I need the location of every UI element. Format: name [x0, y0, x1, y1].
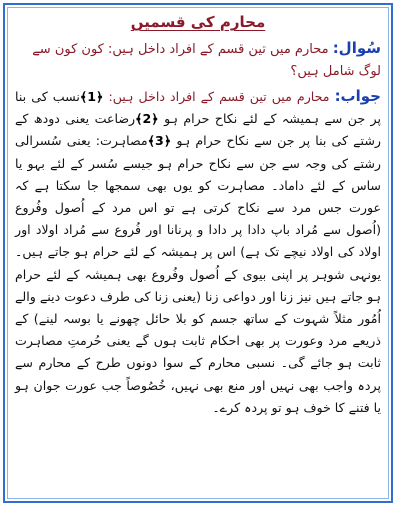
- item-text-3: مصاہرت: یعنی سُسرالی رشتے کی وجہ سے جن سے نکاح حرام ہو جیسے سُسر کے لئے بہو یا ساس کے لئے داماد۔ مصاہرت کو یوں بھی سمجھا جا سکتا ہے کہ عورت جس مرد سے نکاح کرتی ہے تو اس مرد کے اُصول وفُروع (اُصول سے مُراد باپ دادا پر دادا و پرنانا اور فُروع سے مُراد اولاد اور اولاد کی اولاد نیچے تک ہے) اس پر ہمیشہ کے لئے حرام ہو جاتے ہیں۔ یونہی شوہر پر اپنی بیوی کے اُصول وفُروع بھی ہمیشہ کے لئے حرام ہو جاتے ہیں نیز زنا اور دواعی زنا (یعنی زنا کی طرف دعوت دینے والے اُمُور مثلاً شہوت کے ساتھ جسم کو بلا حائل چھونے یا بوسہ لینے) کے ذریعے مرد وعورت پر بھی احکام ثابت ہوں گے یعنی حُرمتِ مصاہرت ثابت ہو جائے گی۔ نسبی محارم کے سوا دونوں طرح کے محارم سے پردہ واجب بھی نہیں اور منع بھی نہیں، خُصُوصاً جب عورت جوان ہو یا فتنے کا خوف ہو تو پردہ کرے۔: [15, 133, 381, 415]
- item-text-2: رضاعت یعنی دودھ کے رشتے کی بنا پر جن سے نکاح حرام ہو: [15, 111, 381, 149]
- page-title: محارم کی قسمیں: [130, 13, 266, 31]
- question-text: محارم میں تین قسم کے افراد داخل ہیں: کون کون سے لوگ شامل ہیں؟: [32, 42, 381, 79]
- item-number-2: ﴿2﴾: [135, 111, 159, 127]
- answer-intro: محارم میں تین قسم کے افراد داخل ہیں:: [108, 89, 335, 104]
- document-frame: [3, 3, 393, 503]
- item-number-3: ﴿3﴾: [147, 133, 172, 149]
- question-label: سُوال:: [332, 39, 381, 57]
- item-number-1: ﴿1﴾: [79, 89, 104, 104]
- answer-label: جواب:: [334, 87, 381, 105]
- document-inner-border: [7, 7, 389, 499]
- item-text-1: نسب کی بنا پر جن سے ہمیشہ کے لئے نکاح حرام ہو: [15, 89, 381, 127]
